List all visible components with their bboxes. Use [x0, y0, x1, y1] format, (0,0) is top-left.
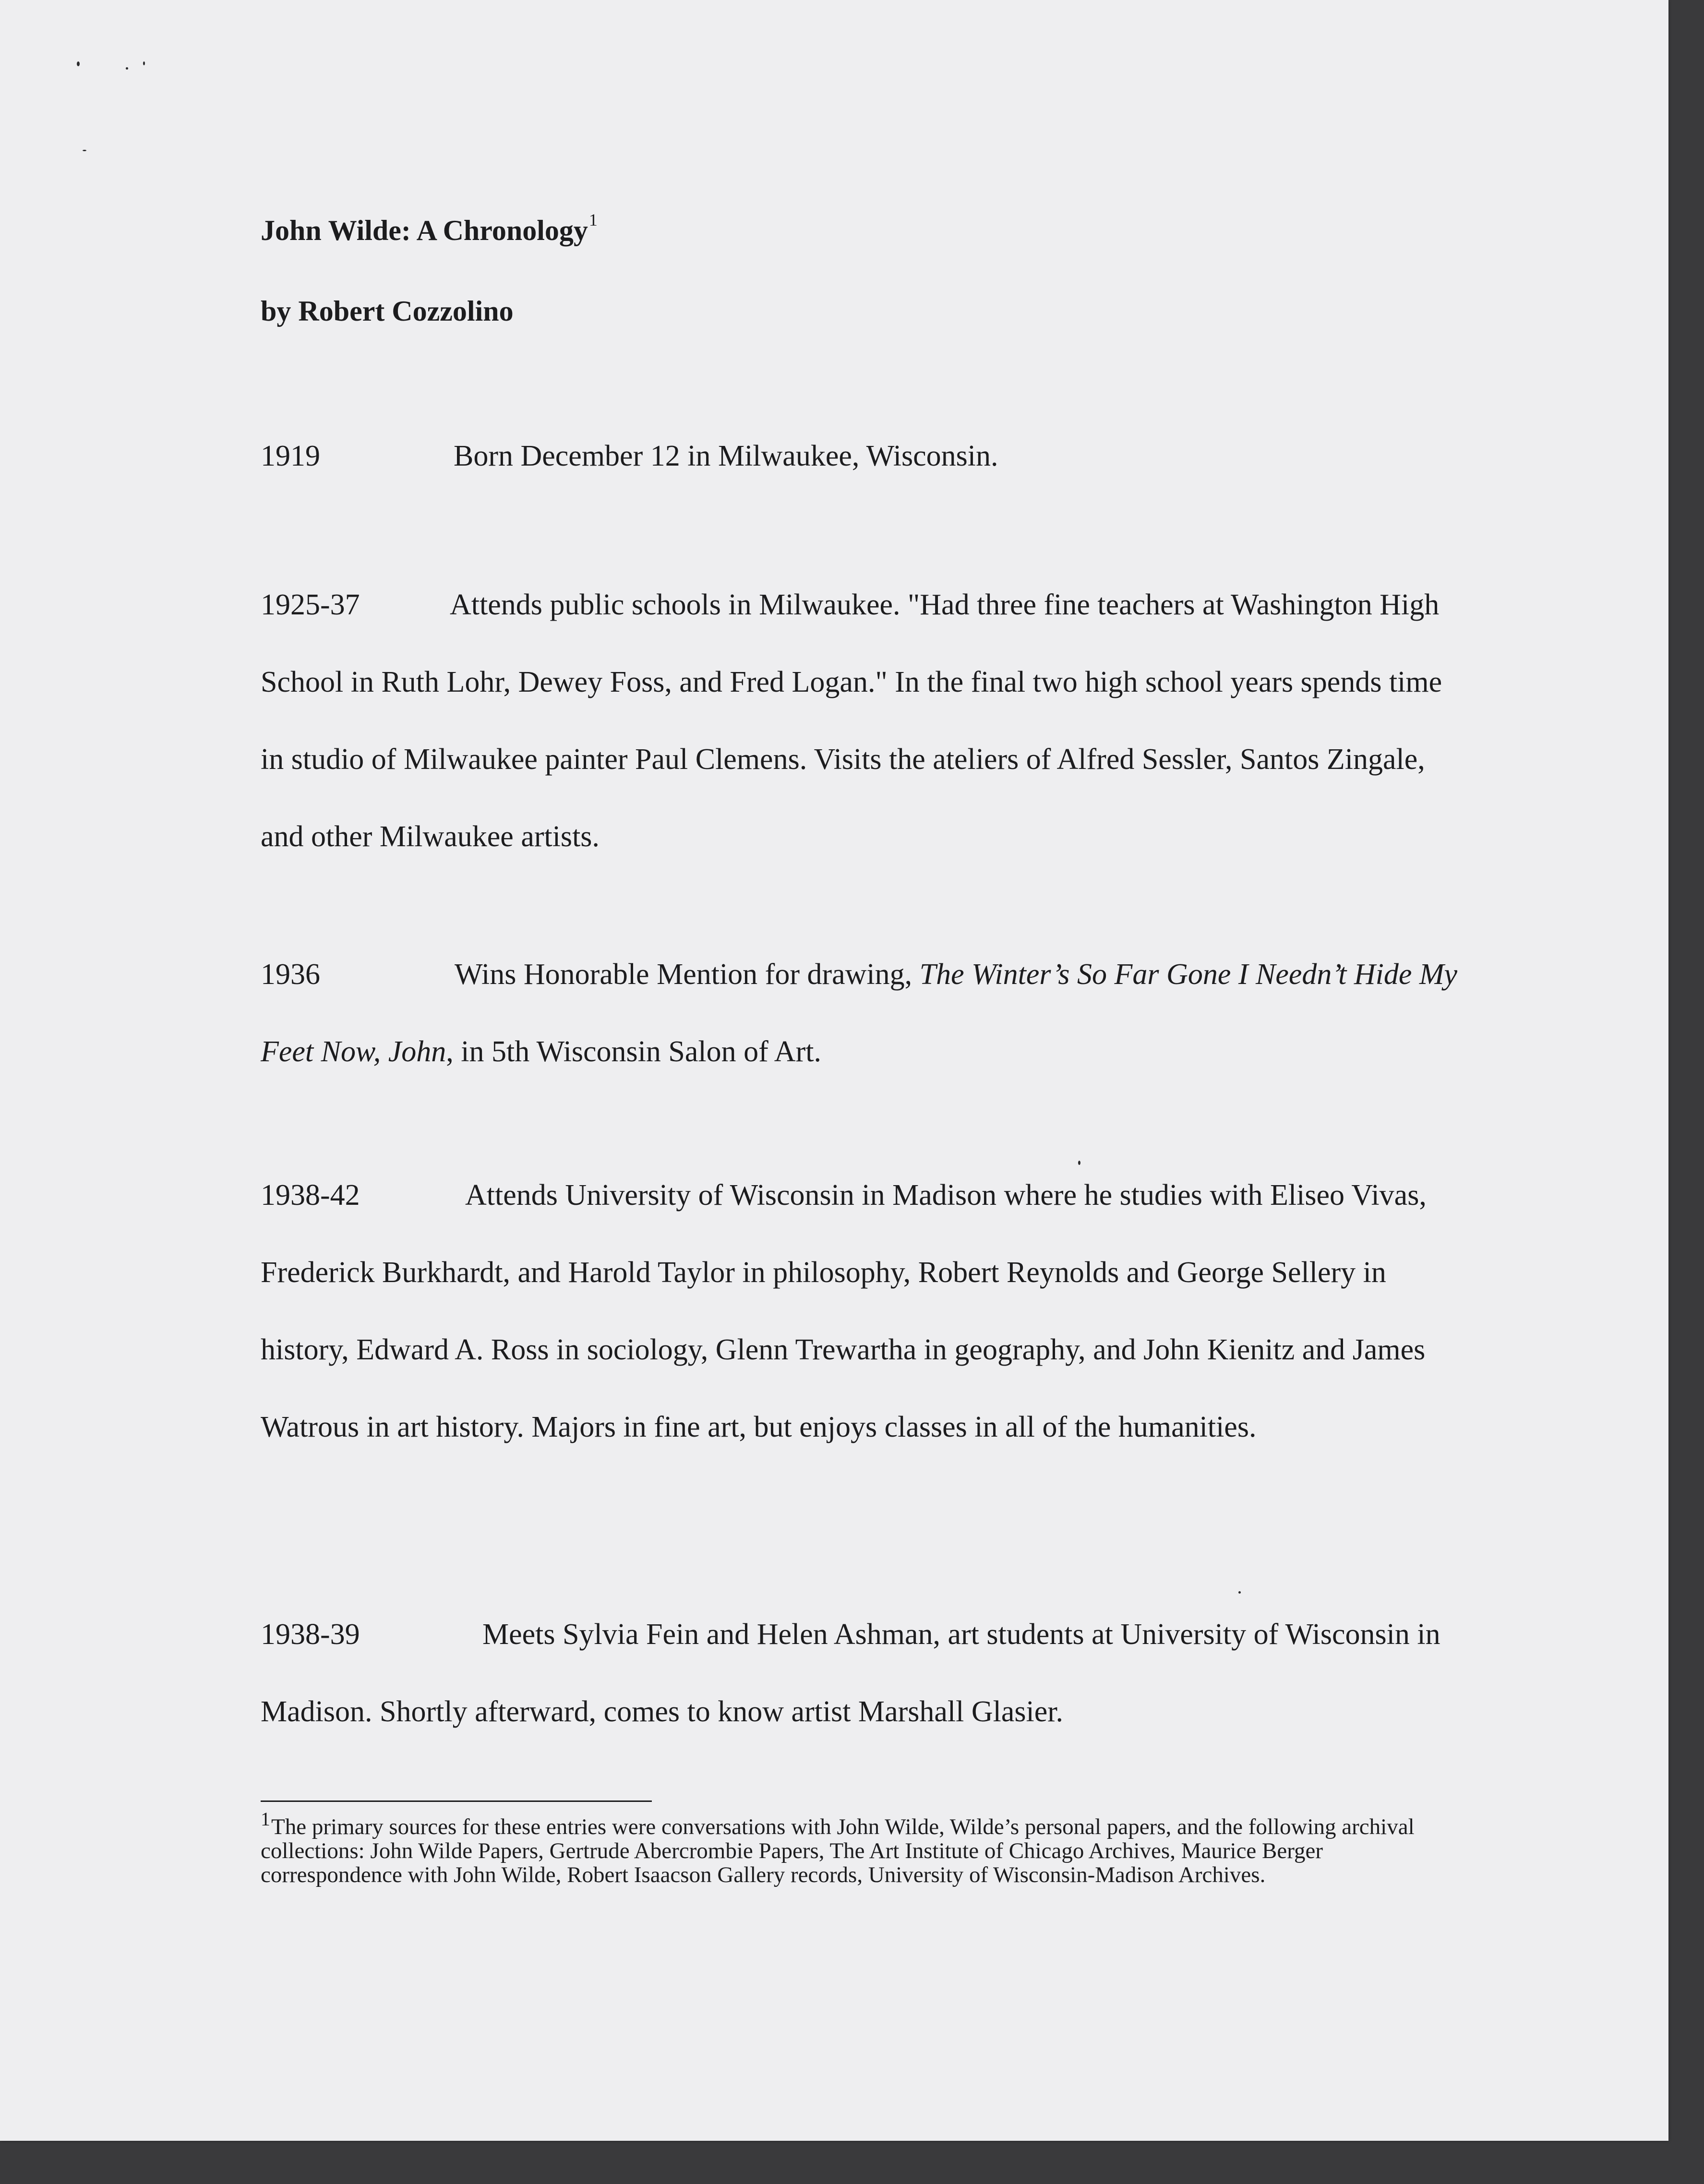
artwork-title: The Winter’s So Far Gone I Needn’t Hide My Feet Now, John — [261, 958, 1458, 1068]
scan-speck — [83, 150, 86, 151]
scan-speck — [77, 61, 80, 66]
entry-text: Attends public schools in Milwaukee. "Had three fine teachers at Washington High School in Ruth Lohr, Dewey Foss, and Fred Logan." In the final two high school years spends time in studio of Milwaukee painter Paul Clemens. Visits the ateliers of Alfred Sessler, Santos Zingale, and other Milwaukee artists. — [261, 588, 1442, 853]
scan-speck — [126, 67, 128, 70]
chronology-entry-1925-37 — [261, 566, 1470, 876]
chronology-entry-1938-42 — [261, 1157, 1470, 1466]
scan-speck — [1238, 1591, 1241, 1594]
entry-year: 1925-37 — [261, 588, 360, 621]
entry-year: 1938-42 — [261, 1179, 360, 1212]
document-byline: by Robert Cozzolino — [261, 295, 514, 327]
entry-text-before: Wins Honorable Mention for drawing, — [455, 958, 920, 991]
chronology-entry-1936 — [261, 936, 1470, 1091]
footnote — [261, 1807, 1437, 1887]
title-footnote-mark: 1 — [588, 210, 598, 229]
document-title: John Wilde: A Chronology$^1$ — [261, 210, 598, 246]
entry-year: 1919 — [261, 440, 320, 472]
footnote-text: The primary sources for these entries were conversations with John Wilde, Wilde’s personal papers, and the following archival collections: John Wilde Papers, Gertrude Abercrombie Papers, The Art Institute of Chicago Archives, Maurice Berger correspondence with John Wilde, Robert Isaacson Gallery records, University of Wisconsin-Madison Archives. — [261, 1814, 1415, 1887]
entry-text: Attends University of Wisconsin in Madison where he studies with Eliseo Vivas, Frederick Burkhardt, and Harold Taylor in philosophy, Robert Reynolds and George Sellery in history, Edward A. Ross in sociology, Glenn Trewartha in geography, and John Kienitz and James Watrous in art history. Majors in fine art, but enjoys classes in all of the humanities. — [261, 1179, 1427, 1443]
footnote-separator — [261, 1800, 652, 1802]
entry-text: Born December 12 in Milwaukee, Wisconsin. — [454, 440, 998, 472]
scan-speck — [143, 61, 145, 65]
chronology-entry-1919 — [261, 418, 1470, 495]
entry-text-after: , in 5th Wisconsin Salon of Art. — [446, 1035, 821, 1068]
entry-text: Meets Sylvia Fein and Helen Ashman, art students at University of Wisconsin in Madison. Shortly afterward, comes to know artist Marshall Glasier. — [261, 1618, 1440, 1728]
footnote-mark: 1 — [261, 1808, 270, 1830]
entry-year: 1936 — [261, 958, 320, 991]
chronology-entry-1938-39 — [261, 1596, 1470, 1751]
entry-year: 1938-39 — [261, 1618, 360, 1651]
